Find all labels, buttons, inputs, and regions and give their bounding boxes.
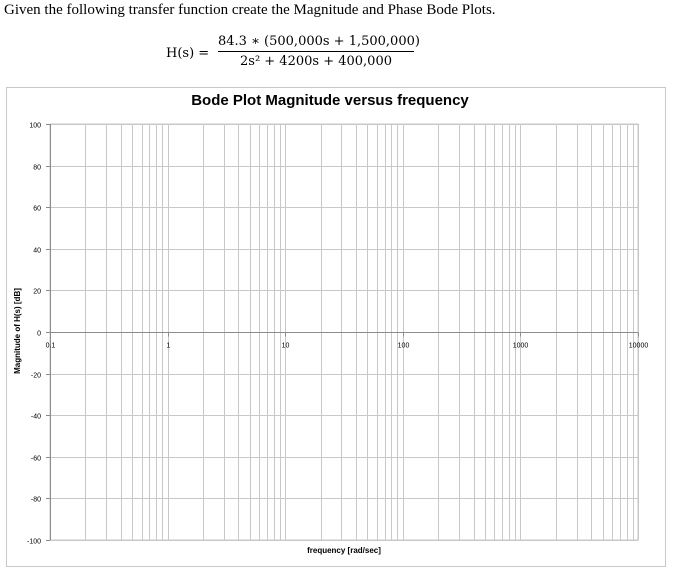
x-tick-label: 1 xyxy=(166,342,171,350)
y-tick-label: -20 xyxy=(30,372,41,380)
y-tick-label: 40 xyxy=(33,247,41,255)
labels-layer xyxy=(27,123,648,546)
equation-lhs: H(s) = xyxy=(166,46,210,61)
y-tick-label: 20 xyxy=(33,288,41,296)
x-tick-label: 10000 xyxy=(628,342,649,350)
y-tick-label: -80 xyxy=(30,496,41,504)
x-tick-label: 100 xyxy=(397,342,410,350)
axes-layer xyxy=(46,124,639,541)
equation-denominator: 2s² + 4200s + 400,000 xyxy=(240,54,392,69)
equation-numerator: 84.3 ∗ (500,000s + 1,500,000) xyxy=(218,34,414,52)
x-tick-label: 10 xyxy=(281,342,290,350)
y-tick-label: -40 xyxy=(30,413,41,421)
y-axis-label: Magnitude of H(s) [dB] xyxy=(13,288,22,374)
y-tick-label: 100 xyxy=(29,122,41,130)
chart-title: Bode Plot Magnitude versus frequency xyxy=(191,92,469,109)
y-tick-label: -100 xyxy=(26,538,41,546)
y-tick-label: -60 xyxy=(30,455,41,463)
y-tick-label: 60 xyxy=(33,205,41,213)
problem-statement: Given the following transfer function create the Magnitude and Phase Bode Plots. xyxy=(4,2,496,18)
y-tick-label: 0 xyxy=(37,330,41,338)
x-axis-label: frequency [rad/sec] xyxy=(307,546,381,555)
x-tick-label: 0.1 xyxy=(45,342,56,350)
y-tick-label: 80 xyxy=(33,164,41,172)
x-tick-label: 1000 xyxy=(512,342,529,350)
